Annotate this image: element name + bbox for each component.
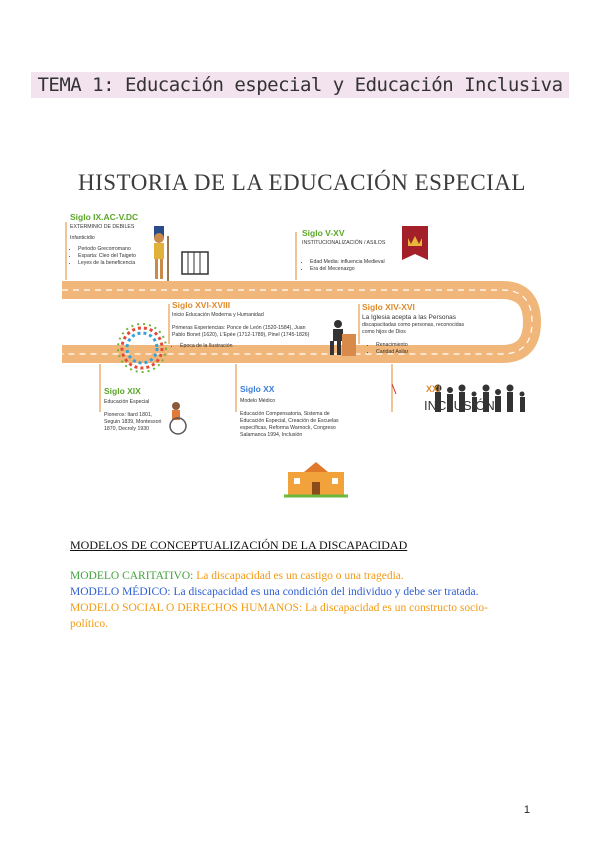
era-title: XXI [426,384,441,394]
pharaoh-illustration [154,226,168,281]
era-text [70,224,150,267]
era-subtitle: Modelo Médico [240,398,276,404]
era-text [104,399,164,433]
era-bullet: • Renacimiento [376,342,472,349]
model-label: MODELO CARITATIVO: [70,570,194,582]
model-social [70,600,490,632]
era-body: discapacitadas como personas, reconocidas como hijos de Dios [362,322,465,335]
era-bullet: • Periodo Grecorromano [78,246,150,253]
speaker-podium-illustration [330,320,356,356]
era-text [302,240,392,273]
era-title: Siglo XX [240,384,275,394]
era-subtitle: INSTITUCIONALIZACIÓN / ASILOS [302,240,386,246]
history-infographic [62,162,542,502]
model-caritativo [70,568,540,584]
wheelchair-illustration [170,402,186,434]
era-text [240,398,350,439]
model-label: MODELO MÉDICO: [70,586,171,598]
era-body: Educación Compensatoria, Sistema de Educación Especial, Creación de Escuelas específicas, Reforma Warnock, Congreso Salamanca 1994, Inclusión [240,411,339,438]
document-title [0,74,600,96]
inclusion-label: INCLUSIÓN [424,398,495,413]
era-bullet: • Esparta: Cleo del Taigeto [78,253,150,260]
page-number: 1 [523,804,530,816]
model-medico [70,584,540,600]
school-building-illustration [284,462,348,496]
era-subtitle: Educación Especial [104,399,150,405]
model-text: La discapacidad es una condición del individuo y debe ser tratada. [170,586,479,598]
era-text [362,314,472,356]
era-bullet: • Época de la Ilustración [180,343,312,350]
era-title: Siglo V-XV [302,228,345,238]
model-text: La discapacidad es un constructo socio-político. [70,602,488,630]
era-subtitle: Inicio Educación Moderna y Humanidad [172,312,264,318]
era-body: Pioneros: Itard 1801, Seguin 1839, Montessori 1870, Decroly 1930 [104,412,162,432]
cage-illustration [182,252,208,274]
model-label: MODELO SOCIAL O DERECHOS HUMANOS: [70,602,303,614]
infographic-heading: HISTORIA DE LA EDUCACIÓN ESPECIAL [78,170,526,195]
models-heading: MODELOS DE CONCEPTUALIZACIÓN DE LA DISCAPACIDAD [70,538,408,552]
era-body: Infanticidio [70,235,95,241]
era-title: Siglo XIX [104,386,141,396]
era-text [172,312,312,350]
era-subtitle: La Iglesia acepta a las Personas [362,314,456,321]
era-body: Primeras Experiencias: Ponce de León (1520-1584), Juan Pablo Bonet (1620), L'Epée (1712-1789), Pinel (1745-1826) [172,325,310,338]
crown-banner-illustration [402,226,428,260]
era-subtitle: EXTERMINIO DE DEBILES [70,224,135,230]
era-title: Siglo XIV-XVI [362,302,415,312]
era-bullet: • Leyes de la beneficencia [78,260,150,267]
inclusion-mark [392,384,396,394]
era-bullet: • Caridad Asilar [376,349,472,356]
era-title: Siglo IX.AC-V.DC [70,212,139,222]
era-bullet: • Edad Media: influencia Medieval [310,259,392,266]
document-title-text: TEMA 1: Educación especial y Educación Inclusiva [31,72,568,98]
model-text: La discapacidad es un castigo o una tragedia. [193,570,404,582]
era-bullet: • Era del Mecenazgo [310,266,392,273]
era-title: Siglo XVI-XVIII [172,300,231,310]
